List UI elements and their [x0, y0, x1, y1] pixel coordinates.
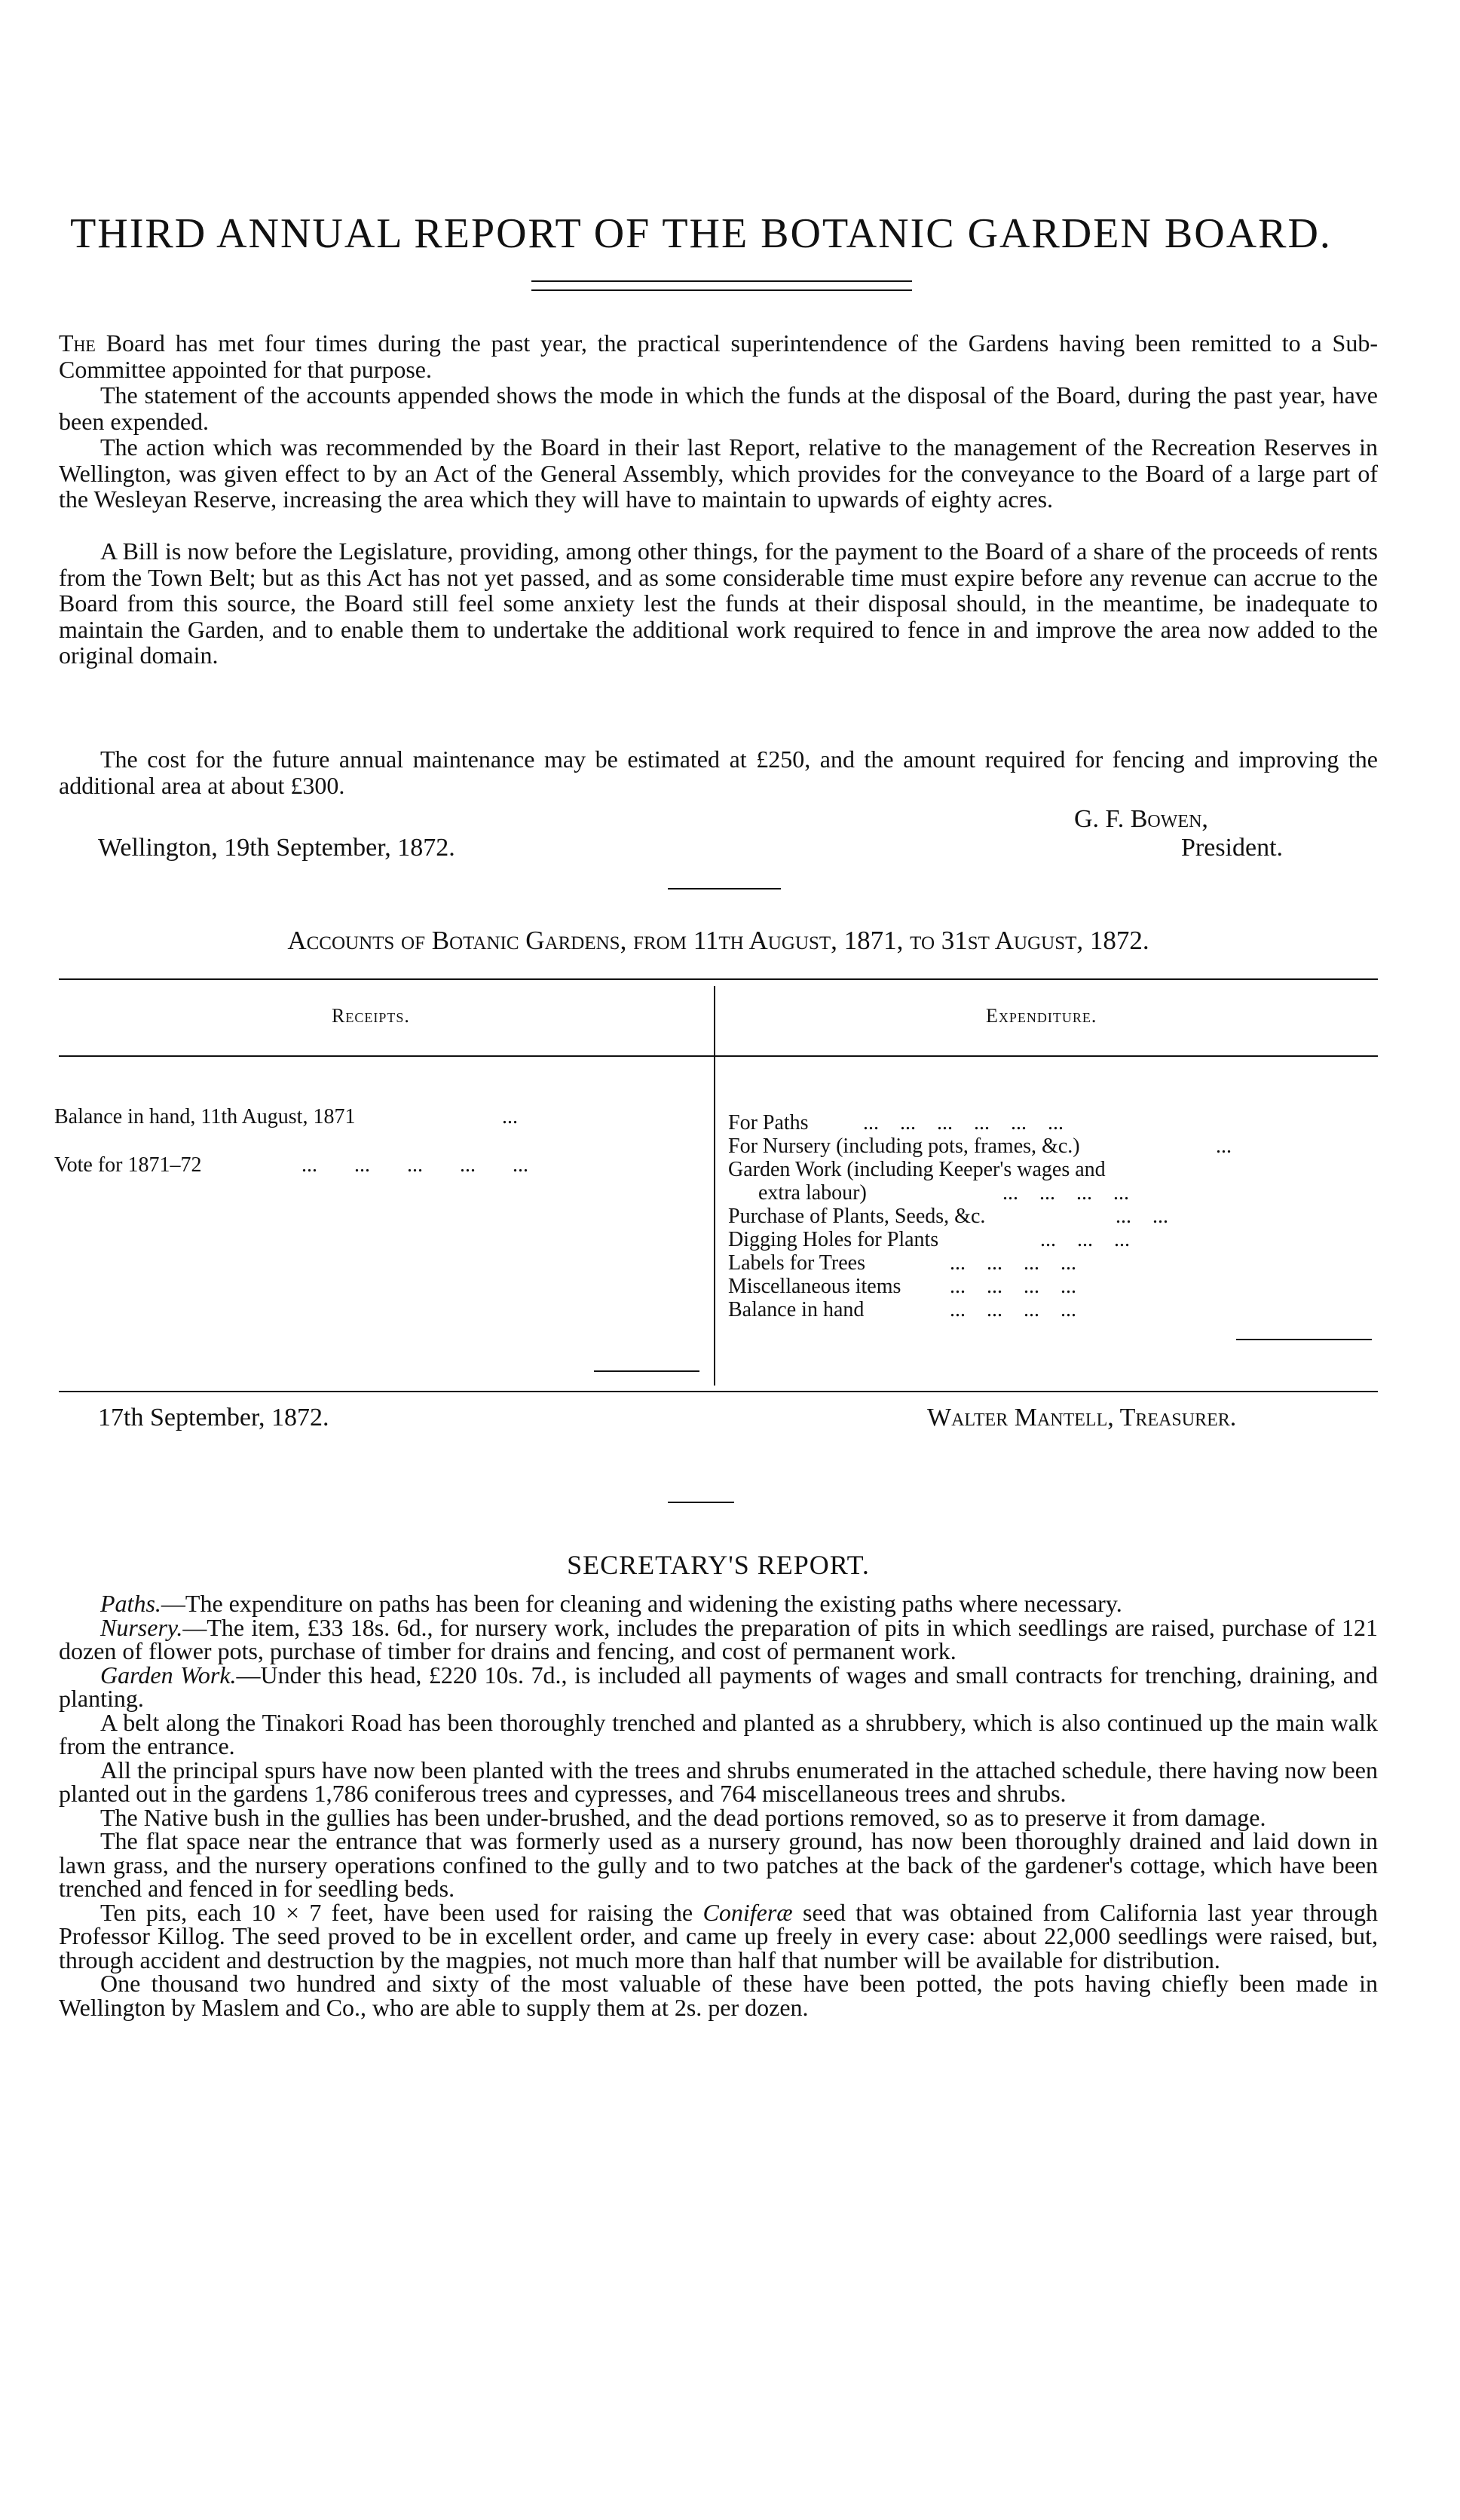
signatory-role: President. — [1181, 834, 1284, 862]
table-top-rule — [59, 978, 1378, 980]
expenditure-total-rule — [1236, 1339, 1372, 1340]
garden-work-heading: Garden Work. — [100, 1661, 237, 1689]
report-title: THIRD ANNUAL REPORT OF THE BOTANIC GARDEN BOARD. — [70, 210, 1332, 257]
expenditure-label: Digging Holes for Plants — [728, 1228, 939, 1251]
receipt-row — [54, 1153, 201, 1177]
intro-lead-word: The — [59, 329, 96, 357]
expenditure-dots: ... ... ... ... ... ... — [863, 1111, 1064, 1134]
receipt-label: Vote for 1871–72 — [54, 1153, 202, 1177]
nursery-paragraph — [59, 1613, 1378, 1664]
expenditure-dots: ... ... — [1116, 1205, 1168, 1228]
expenditure-label: Garden Work (including Keeper's wages and — [728, 1158, 1106, 1181]
accounts-date: 17th September, 1872. — [98, 1404, 329, 1431]
pots-paragraph: One thousand two hundred and sixty of the most valuable of these have been potted, the pots having chiefly been made in Wellington by Maslem and Co., who are able to supply them at 2s. per dozen. — [59, 1970, 1378, 2021]
garden-work-paragraph — [59, 1661, 1379, 1712]
signatory-name: G. F. Bowen, — [1074, 805, 1208, 833]
title-rule-bottom — [531, 289, 912, 291]
expenditure-label: Labels for Trees — [728, 1251, 865, 1275]
intro-paragraph-2: The statement of the accounts appended shows the mode in which the funds at the disposal of the Board, during the past year, have been expended. — [59, 381, 1378, 435]
intro-paragraph-1 — [59, 330, 1378, 382]
expenditure-label: For Nursery (including pots, frames, &c.) — [728, 1134, 1080, 1158]
section-divider — [668, 1502, 734, 1503]
expenditure-label: Miscellaneous items — [728, 1275, 901, 1298]
expenditure-header: Expenditure. — [986, 1005, 1097, 1027]
expenditure-label: Balance in hand — [728, 1298, 865, 1321]
table-column-divider — [714, 986, 715, 1386]
receipts-header: Receipts. — [332, 1005, 410, 1027]
pits-text-a: Ten pits, each 10 × 7 feet, have been used for raising the — [100, 1898, 703, 1926]
intro-paragraph-4: A Bill is now before the Legislature, providing, among other things, for the payment to the Board of a share of the proceeds of rents from the Town Belt; but as this Act has not yet passed, and as some considerable time must expire before any revenue can accrue to the Board from this source, the Board still feel some anxiety lest the funds at their disposal should, in the meantime, be inadequate to maintain the Garden, and to enable them to undertake the additional work required to fence in and improve the area now added to the original domain. — [59, 537, 1378, 669]
flat-space-paragraph: The flat space near the entrance that was formerly used as a nursery ground, has now been thoroughly drained and laid down in lawn grass, and the nursery operations confined to the gully and to two patches at the back of the gardener's cottage, which have been trenched and fenced in for seedling beds. — [59, 1827, 1378, 1902]
paths-paragraph — [59, 1592, 1378, 1616]
expenditure-label: For Paths — [728, 1111, 809, 1134]
native-bush-paragraph: The Native bush in the gullies has been under-brushed, and the dead portions removed, so as to preserve it from damage. — [100, 1803, 1266, 1831]
secretary-report-body — [59, 1592, 1378, 2019]
intro-paragraph-5: The cost for the future annual maintenance may be estimated at £250, and the amount required for fencing and improving the additional area at about £300. — [59, 746, 1378, 799]
receipt-dots: ... — [502, 1105, 518, 1128]
garden-work-text: —Under this head, £220 10s. 7d., is included all payments of wages and small contracts for trenching, draining, and planting. — [59, 1661, 1379, 1712]
expenditure-dots: ... ... ... ... — [950, 1251, 1076, 1275]
belt-paragraph: A belt along the Tinakori Road has been thoroughly trenched and planted as a shrubbery, which is also continued up the main walk from the entrance. — [59, 1708, 1378, 1759]
expenditure-dots: ... — [1216, 1134, 1232, 1158]
coniferae-term: Coniferæ — [702, 1898, 793, 1926]
title-rule-top — [531, 280, 912, 282]
paths-heading: Paths. — [100, 1590, 161, 1617]
receipts-total-rule — [594, 1370, 699, 1372]
table-header-rule — [59, 1055, 1378, 1057]
section-divider — [668, 888, 781, 890]
intro-paragraph-3: The action which was recommended by the Board in their last Report, relative to the management of the Recreation Reserves in Wellington, was given effect to by an Act of the General Assembly, which provides for the conveyance to the Board of a large part of the Wesleyan Reserve, increasing the area which they will have to maintain to upwards of eighty acres. — [59, 433, 1378, 513]
intro-p1-text: Board has met four times during the past year, the practical superintendence of the Gardens having been remitted to a Sub-Committee appointed for that purpose. — [59, 329, 1378, 383]
expenditure-label: extra labour) — [758, 1181, 867, 1205]
secretary-report-title: SECRETARY'S REPORT. — [567, 1550, 870, 1580]
paths-text: —The expenditure on paths has been for cleaning and widening the existing paths where necessary. — [161, 1590, 1122, 1617]
expenditure-dots: ... ... ... ... — [950, 1275, 1076, 1298]
expenditure-dots: ... ... ... ... — [1002, 1181, 1129, 1205]
signature-place-date: Wellington, 19th September, 1872. — [98, 834, 455, 862]
expenditure-dots: ... ... ... ... — [950, 1298, 1076, 1321]
accounts-title: Accounts of Botanic Gardens, from 11th August, 1871, to 31st August, 1872. — [287, 926, 1149, 955]
treasurer-signature: Walter Mantell, Treasurer. — [927, 1404, 1237, 1431]
receipt-label: Balance in hand, 11th August, 1871 — [54, 1105, 356, 1128]
pits-text-b: seed that was obtained from California last year through Professor Killog. The seed proved to be in excellent order, and came up freely in every case: about 22,000 seedlings were raised, but, through accident and destruction by the magpies, not much more than half that number will be available for distribution. — [59, 1898, 1379, 1973]
nursery-text: —The item, £33 18s. 6d., for nursery work, includes the preparation of pits in which seedlings are raised, purchase of 121 dozen of flower pots, purchase of timber for drains and fencing, and cost of permanent work. — [59, 1613, 1378, 1664]
nursery-heading: Nursery. — [100, 1613, 183, 1641]
receipt-row — [54, 1105, 355, 1128]
expenditure-label: Purchase of Plants, Seeds, &c. — [728, 1205, 986, 1228]
expenditure-dots: ... ... ... — [1040, 1228, 1130, 1251]
receipt-dots: ... ... ... ... ... — [301, 1153, 528, 1177]
spurs-paragraph: All the principal spurs have now been planted with the trees and shrubs enumerated in the attached schedule, there having now been planted out in the gardens 1,786 coniferous trees and cypresses, and 764 miscellaneous trees and shrubs. — [59, 1756, 1378, 1807]
pits-paragraph — [59, 1898, 1379, 1973]
table-bottom-rule — [59, 1391, 1378, 1392]
